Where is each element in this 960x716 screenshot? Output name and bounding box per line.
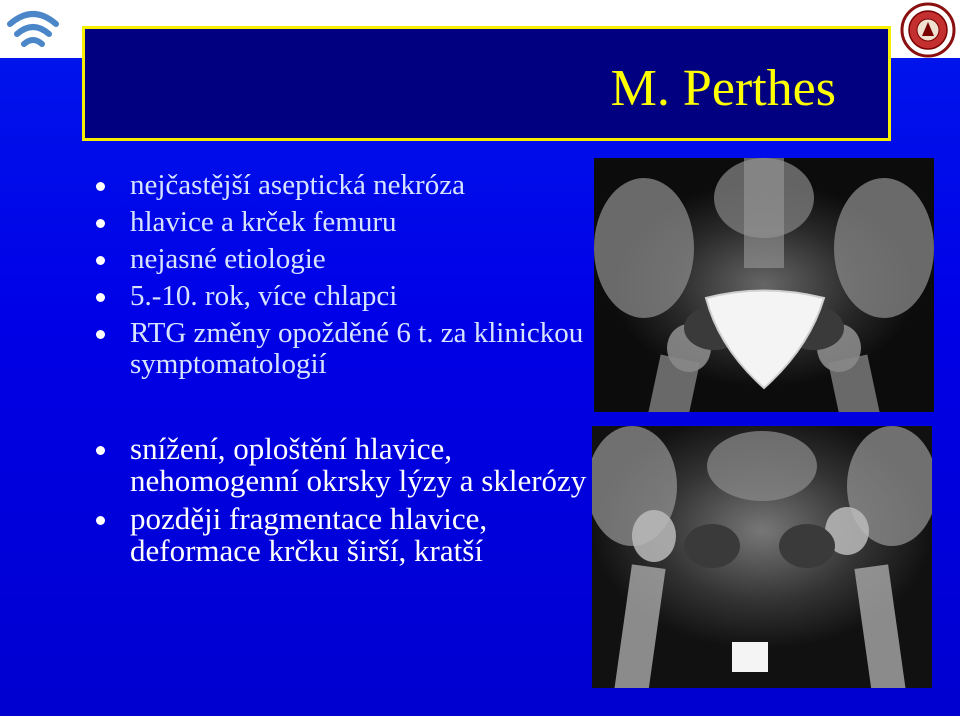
bullet-text: později fragmentace hlavice, deformace krčku širší, kratší (130, 501, 488, 568)
bullet-dot-icon (96, 293, 105, 302)
bullet-text: nejasné etiologie (130, 243, 326, 275)
bullet-item (88, 503, 588, 567)
pelvis-xray-icon (592, 426, 932, 688)
xray-image-top (594, 158, 934, 412)
university-seal-icon (898, 2, 958, 58)
pelvis-xray-icon (594, 158, 934, 412)
bullet-dot-icon (96, 219, 105, 228)
bullet-item (88, 318, 588, 380)
bullet-item (88, 281, 588, 312)
wifi-logo-icon (2, 2, 64, 56)
bullet-text: nejčastější aseptická nekróza (130, 169, 465, 201)
bullet-item (88, 207, 588, 238)
xray-image-bottom (592, 426, 932, 688)
bullet-item (88, 433, 588, 497)
bullet-dot-icon (96, 256, 105, 265)
bullet-dot-icon (96, 516, 105, 525)
bullet-text: 5.-10. rok, více chlapci (130, 280, 398, 312)
bullet-dot-icon (96, 330, 105, 339)
bullet-dot-icon (96, 182, 105, 191)
bullet-list (88, 170, 588, 573)
title-box (82, 26, 891, 141)
bullet-text: snížení, oploštění hlavice, nehomogenní okrsky lýzy a sklerózy (130, 431, 587, 498)
bullet-item (88, 170, 588, 201)
bullet-text: RTG změny opožděné 6 t. za klinickou symptomatologií (130, 317, 584, 380)
slide-title: M. Perthes (610, 60, 836, 117)
bullet-text: hlavice a krček femuru (130, 206, 397, 238)
bullet-item (88, 244, 588, 275)
bullet-dot-icon (96, 446, 105, 455)
spacer (88, 386, 588, 433)
